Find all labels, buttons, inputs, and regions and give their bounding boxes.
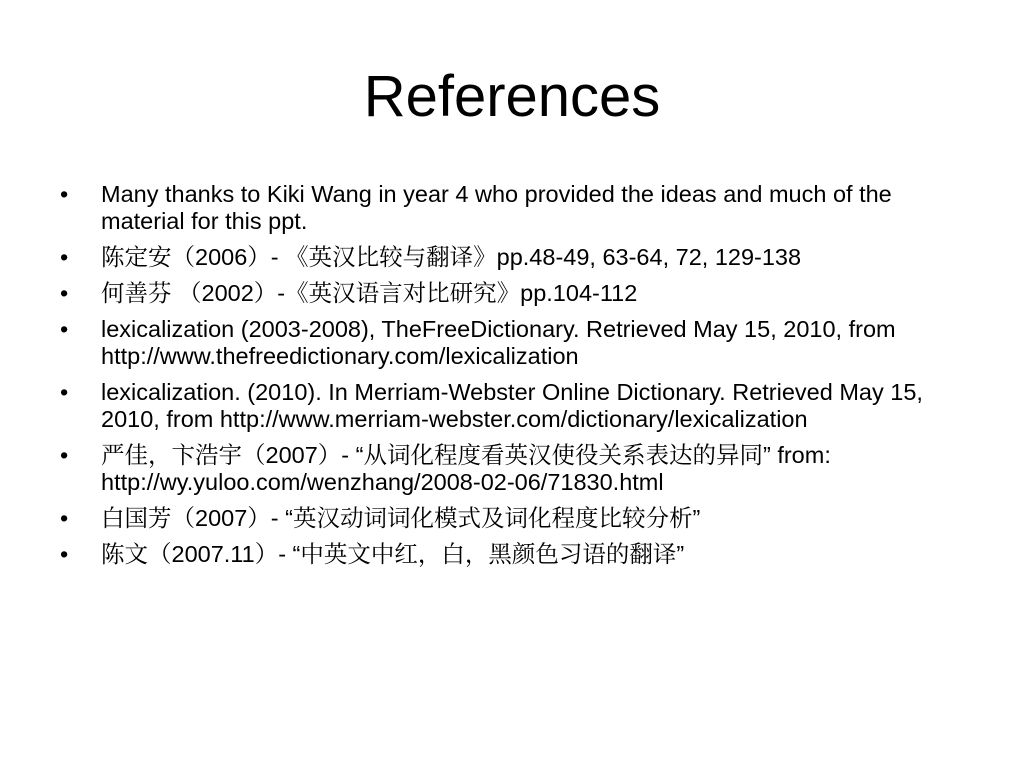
reference-item: • Many thanks to Kiki Wang in year 4 who provided the ideas and much of the material for this ppt.: [60, 181, 960, 235]
reference-item: • 严佳，卞浩宇（2007）- “从词化程度看英汉使役关系表达的异同” from: http://wy.yuloo.com/wenzhang/2008-02-06/71830.html: [60, 442, 960, 496]
reference-item: • 陈定安（2006）- 《英汉比较与翻译》pp.48-49, 63-64, 72, 129-138: [60, 244, 960, 271]
slide-title: References: [363, 64, 661, 129]
reference-item: • 白国芳（2007）- “英汉动词词化模式及词化程度比较分析”: [60, 505, 960, 532]
reference-item: • 何善芬 （2002）-《英汉语言对比研究》pp.104-112: [60, 280, 960, 307]
reference-item: • lexicalization (2003-2008), TheFreeDictionary. Retrieved May 15, 2010, from http://www.thefreedictionary.com/lexicalization: [60, 316, 960, 370]
reference-item: • lexicalization. (2010). In Merriam-Webster Online Dictionary. Retrieved May 15, 2010, from http://www.merriam-webster.com/dictionary/lexicalization: [60, 379, 960, 433]
reference-item: • 陈文（2007.11）- “中英文中红，白，黑颜色习语的翻译”: [60, 541, 960, 568]
references-list: [60, 181, 960, 577]
